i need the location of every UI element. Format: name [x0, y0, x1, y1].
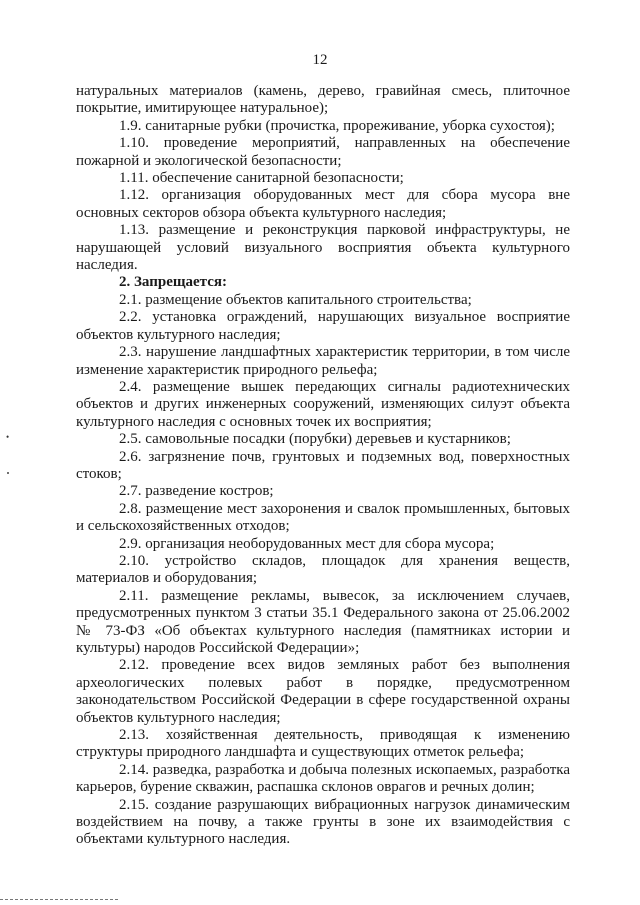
paragraph: 2.8. размещение мест захоронения и свалок промышленных, бытовых и сельскохозяйственных отходов; — [76, 500, 570, 535]
scan-mark: • — [6, 432, 10, 442]
paragraph: 2.3. нарушение ландшафтных характеристик территории, в том числе изменение характеристик природного рельефа; — [76, 344, 570, 378]
paragraph: 2.2. установка ограждений, нарушающих визуальное восприятие объектов культурного наследия; — [76, 309, 570, 343]
paragraph: 2.13. хозяйственная деятельность, приводящая к изменению структуры природного ландшафта и существующих отметок рельефа; — [76, 727, 570, 761]
paragraph: 2.14. разведка, разработка и добыча полезных ископаемых, разработка карьеров, бурение скважин, распашка склонов оврагов и речных долин; — [76, 761, 570, 796]
paragraph: 2.1. размещение объектов капитального строительства; — [119, 291, 472, 308]
page-number: 12 — [312, 52, 328, 68]
paragraph: 2.10. устройство складов, площадок для хранения веществ, материалов и оборудования; — [76, 552, 570, 587]
paragraph: 1.10. проведение мероприятий, направленных на обеспечение пожарной и экологической безопасности; — [76, 135, 570, 169]
paragraph: 1.9. санитарные рубки (прочистка, прореживание, уборка сухостоя); — [119, 117, 555, 134]
section-heading: 2. Запрещается: — [119, 274, 228, 291]
paragraph: 2.7. разведение костров; — [119, 483, 274, 500]
paragraph: 1.13. размещение и реконструкция парковой инфраструктуры, не нарушающей условий визуального восприятия объекта культурного наследия. — [76, 222, 570, 274]
scan-dot — [7, 472, 9, 474]
document-body — [76, 83, 570, 849]
paragraph: 2.6. загрязнение почв, грунтовых и подземных вод, поверхностных стоков; — [76, 448, 570, 482]
paragraph: 1.12. организация оборудованных мест для сбора мусора вне основных секторов обзора объекта культурного наследия; — [76, 187, 570, 221]
paragraph: 2.9. организация необорудованных мест для сбора мусора; — [119, 535, 495, 552]
scan-edge-line — [0, 899, 120, 900]
paragraph: 2.11. размещение рекламы, вывесок, за исключением случаев, предусмотренных пунктом 3 статьи 35.1 Федерального закона от 25.06.2002 № 73-ФЗ «Об объектах культурного наследия (памятниках истории и культуры) народов Российской Федерации»; — [76, 587, 570, 656]
paragraph: 2.15. создание разрушающих вибрационных нагрузок динамическим воздействием на почву, а также грунты в зоне их взаимодействия с объектами культурного наследия. — [76, 796, 570, 848]
paragraph: 2.12. проведение всех видов земляных работ без выполнения археологических полевых работ в порядке, предусмотренном законодательством Российской Федерации в сфере государственной охраны объектов культурного наследия; — [76, 657, 570, 726]
paragraph: натуральных материалов (камень, дерево, гравийная смесь, плиточное покрытие, имитирующее натуральное); — [76, 83, 570, 117]
paragraph: 2.5. самовольные посадки (порубки) деревьев и кустарников; — [119, 431, 511, 448]
paragraph: 1.11. обеспечение санитарной безопасности; — [119, 170, 404, 187]
paragraph: 2.4. размещение вышек передающих сигналы радиотехнических объектов и других инженерных сооружений, изменяющих силуэт объекта культурного наследия с основных точек их восприятия; — [76, 378, 570, 430]
